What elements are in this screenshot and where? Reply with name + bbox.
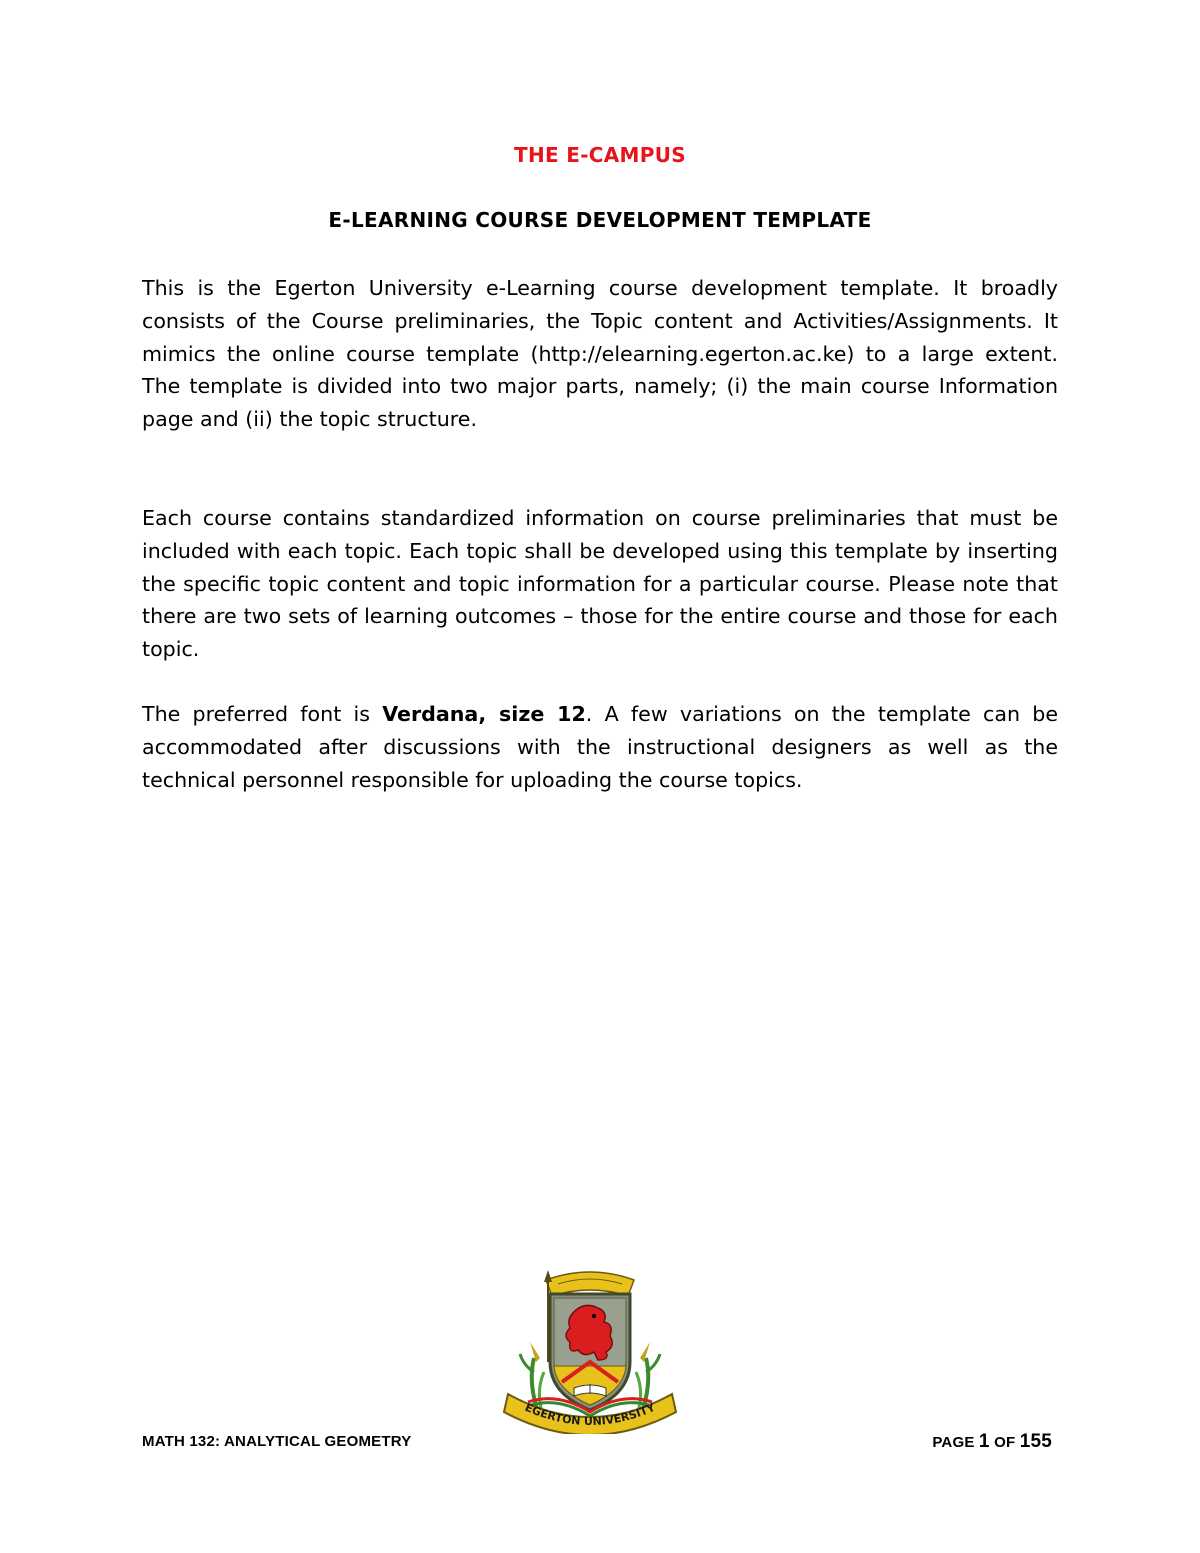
university-crest-icon bbox=[498, 1262, 682, 1434]
footer-page-current: 1 bbox=[978, 1431, 990, 1452]
intro-paragraph: This is the Egerton University e-Learning course development template. It broadly consists of the Course preliminaries, the Topic content and Activities/Assignments. It mimics the online course template (http://elearning.egerton.ac.ke) to a large extent. The template is divided into two major parts, namely; (i) the main course Information page and (ii) the topic structure. bbox=[142, 276, 1058, 432]
footer-page-label: PAGE bbox=[932, 1434, 975, 1451]
footer-page-of: OF bbox=[994, 1434, 1016, 1451]
document-title: THE E-CAMPUS bbox=[514, 143, 686, 167]
footer-course-name: MATH 132: ANALYTICAL GEOMETRY bbox=[142, 1433, 412, 1450]
font-paragraph bbox=[142, 698, 1058, 796]
footer-page-number bbox=[932, 1431, 1052, 1453]
footer-page-total: 155 bbox=[1019, 1431, 1052, 1452]
course-info-paragraph: Each course contains standardized information on course preliminaries that must be included with each topic. Each topic shall be developed using this template by inserting the specific topic content and topic information for a particular course. Please note that there are two sets of learning outcomes – those for the entire course and those for each topic. bbox=[142, 506, 1058, 662]
document-subtitle: E-LEARNING COURSE DEVELOPMENT TEMPLATE bbox=[328, 208, 872, 232]
crest-banner-text: EGERTON UNIVERSITY bbox=[522, 1400, 658, 1429]
font-paragraph-end: . A few variations on the template can be accommodated after discussions with the instructional designers as well as the technical personnel responsible for uploading the course topics. bbox=[142, 702, 1058, 792]
preferred-font-text: Verdana, size 12 bbox=[382, 702, 586, 726]
font-paragraph-start: The preferred font is bbox=[142, 702, 383, 726]
